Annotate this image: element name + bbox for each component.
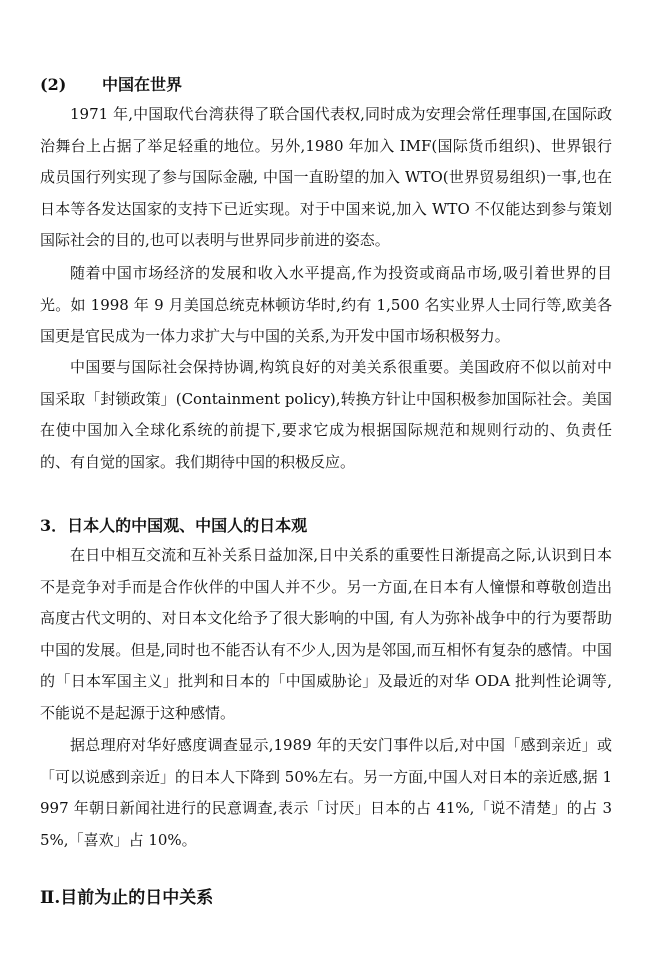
paragraph: 据总理府对华好感度调查显示,1989 年的天安门事件以后,对中国「感到亲近」或「可以说感到亲近」的日本人下降到 50%左右。另一方面,中国人对日本的亲近感,据 1997 年朝日新闻社进行的民意调查,表示「讨厌」日本的占 41%,「说不清楚」的占 35%,「喜欢」占 10%。	[40, 736, 612, 849]
section-heading-china-in-world	[40, 75, 182, 95]
section-heading-mutual-views: 3．日本人的中国观、中国人的日本观	[40, 516, 308, 535]
chapter-heading: Ⅱ.目前为止的日中关系	[40, 888, 214, 908]
paragraph: 中国要与国际社会保持协调,构筑良好的对美关系很重要。美国政府不似以前对中国采取「封锁政策」(Containment policy),转换方针让中国积极参加国际社会。美国在使中国加入全球化系统的前提下,要求它成为根据国际规范和规则行动的、负责任的、有自觉的国家。我们期待中国的积极反应。	[40, 358, 612, 471]
paragraph: 在日中相互交流和互补关系日益加深,日中关系的重要性日渐提高之际,认识到日本不是竞争对手而是合作伙伴的中国人并不少。另一方面,在日本有人憧憬和尊敬创造出高度古代文明的、对日本文化给予了很大影响的中国, 有人为弥补战争中的行为要帮助中国的发展。但是,同时也不能否认有不少人,因为是邻国,而互相怀有复杂的感情。中国的「日本军国主义」批判和日本的「中国威胁论」及最近的对华 ODA 批判性论调等,不能说不是起源于这种感情。	[40, 546, 612, 722]
section-title: 中国在世界	[102, 75, 183, 94]
paragraph: 1971 年,中国取代台湾获得了联合国代表权,同时成为安理会常任理事国,在国际政治舞台上占据了举足轻重的地位。另外,1980 年加入 IMF(国际货币组织)、世界银行成员国行列实现了参与国际金融, 中国一直盼望的加入 WTO(世界贸易组织)一事,也在日本等各发达国家的支持下已近实现。对于中国来说,加入 WTO 不仅能达到参与策划国际社会的目的,也可以表明与世界同步前进的姿态。	[40, 105, 612, 249]
section-number: (2)	[40, 75, 67, 94]
paragraph: 随着中国市场经济的发展和收入水平提高,作为投资或商品市场,吸引着世界的目光。如 1998 年 9 月美国总统克林顿访华时,约有 1,500 名实业界人士同行等,欧美各国更是官民成为一体力求扩大与中国的关系,为开发中国市场积极努力。	[40, 264, 612, 345]
